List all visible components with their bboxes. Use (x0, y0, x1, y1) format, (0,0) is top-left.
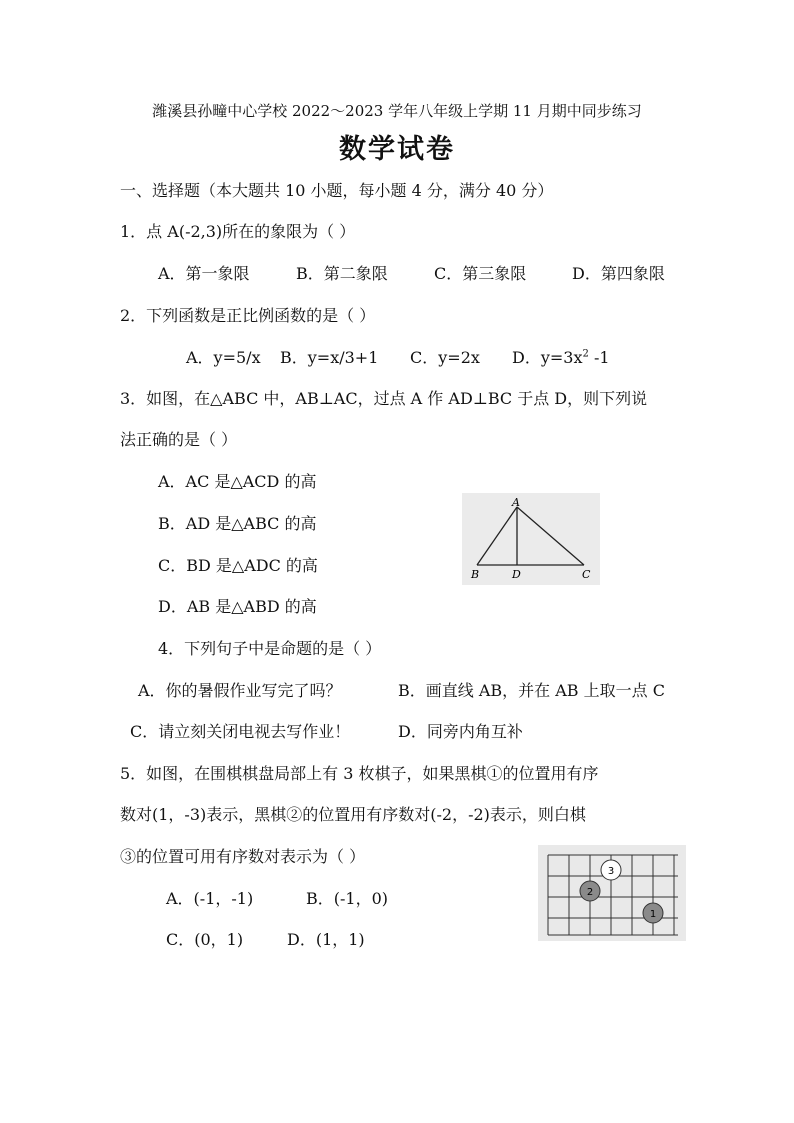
q3-option-a: A．AC 是△ACD 的高 (158, 472, 317, 491)
q4-option-c: C．请立刻关闭电视去写作业！ (130, 722, 351, 741)
q4-stem: 4．下列句子中是命题的是（ ） (158, 639, 382, 658)
q5-stem-line3: ③的位置可用有序数对表示为（ ） (120, 847, 366, 866)
exam-title: 数学试卷 (339, 134, 455, 165)
q3-option-c: C．BD 是△ADC 的高 (158, 556, 318, 575)
label-d: D (512, 568, 521, 581)
q2-option-c: C．y=2x (410, 348, 480, 367)
go-board-figure (538, 845, 686, 941)
q2-option-d-exponent: 2 (582, 348, 589, 360)
q2-option-a: A．y=5/x (186, 348, 261, 367)
stone-2-label: 2 (586, 887, 594, 898)
q1-option-b: B．第二象限 (296, 264, 388, 283)
q2-option-d (512, 348, 610, 368)
exam-header: 潍溪县孙疃中心学校 2022～2023 学年八年级上学期 11 月期中同步练习 (152, 102, 642, 120)
q1-option-a: A．第一象限 (158, 264, 250, 283)
q2-option-d-base: D．y=3x (512, 348, 583, 367)
q1-option-d: D．第四象限 (572, 264, 665, 283)
triangle-figure-background (462, 493, 600, 585)
go-board-background (538, 845, 686, 941)
q5-option-b: B．(-1，0) (306, 889, 389, 908)
q2-option-d-tail: -1 (588, 348, 610, 367)
q5-stem-line1: 5．如图，在围棋棋盘局部上有 3 枚棋子，如果黑棋①的位置用有序 (120, 764, 599, 783)
q4-option-b: B．画直线 AB，并在 AB 上取一点 C (398, 681, 665, 700)
q5-option-c: C．(0，1) (166, 930, 244, 949)
q3-stem-line2: 法正确的是（ ） (120, 430, 238, 449)
q1-option-c: C．第三象限 (434, 264, 527, 283)
label-a: A (512, 496, 520, 509)
q2-stem: 2．下列函数是正比例函数的是（ ） (120, 306, 376, 325)
stone-1-label: 1 (649, 909, 657, 920)
q5-option-d: D．(1，1) (287, 930, 365, 949)
q3-option-d: D．AB 是△ABD 的高 (158, 597, 317, 616)
q1-stem: 1．点 A(-2,3)所在的象限为（ ） (120, 222, 356, 241)
q3-option-b: B．AD 是△ABC 的高 (158, 514, 317, 533)
section-heading: 一、选择题（本大题共 10 小题，每小题 4 分，满分 40 分） (120, 181, 554, 200)
label-b: B (471, 568, 480, 581)
stone-3-label: 3 (607, 866, 615, 877)
q3-stem-line1: 3．如图，在△ABC 中，AB⊥AC，过点 A 作 AD⊥BC 于点 D，则下列说 (120, 389, 648, 408)
triangle-figure (462, 493, 600, 585)
q4-option-d: D．同旁内角互补 (398, 722, 523, 741)
q4-option-a: A．你的暑假作业写完了吗？ (138, 681, 342, 700)
q5-stem-line2: 数对(1，-3)表示，黑棋②的位置用有序数对(-2，-2)表示，则白棋 (120, 805, 586, 824)
q2-option-b: B．y=x/3+1 (280, 348, 379, 367)
label-c: C (582, 568, 591, 581)
q5-option-a: A．(-1，-1) (166, 889, 254, 908)
